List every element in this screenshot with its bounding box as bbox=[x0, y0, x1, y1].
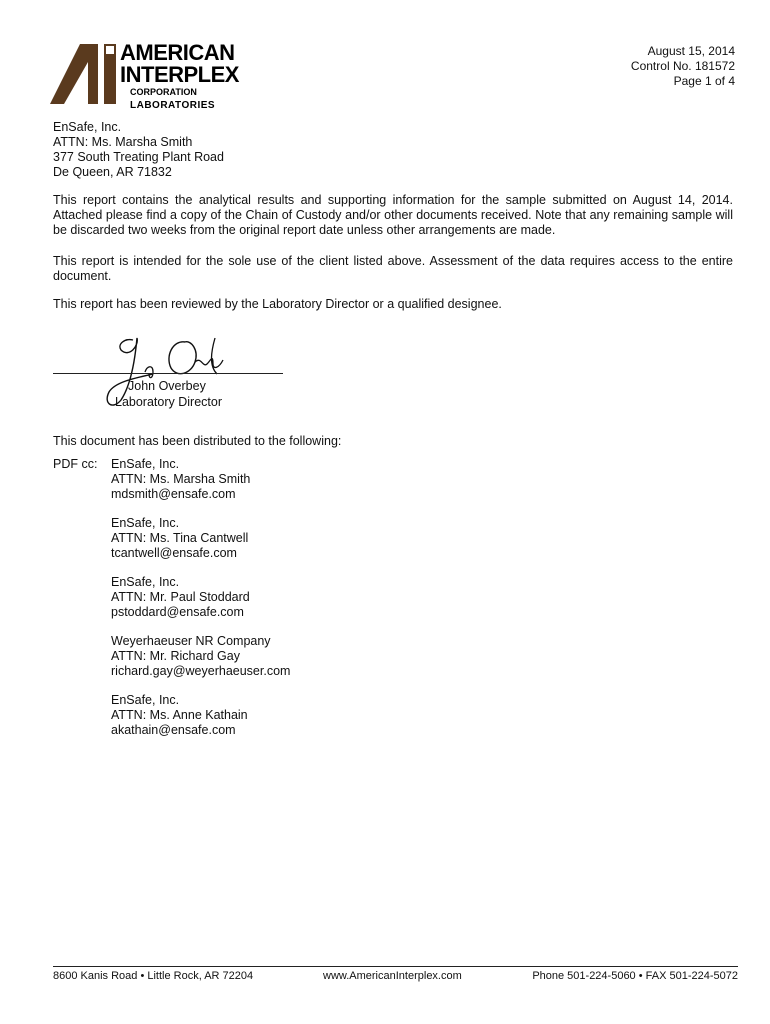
recipient-company: EnSafe, Inc. bbox=[111, 693, 180, 707]
address-attn: ATTN: Ms. Marsha Smith bbox=[53, 135, 193, 149]
logo-text-interplex: INTERPLEX bbox=[120, 62, 239, 87]
recipient-attn: ATTN: Ms. Marsha Smith bbox=[111, 472, 251, 486]
address-city: De Queen, AR 71832 bbox=[53, 165, 172, 179]
address-company: EnSafe, Inc. bbox=[53, 120, 122, 134]
list-item bbox=[111, 575, 290, 620]
logo-text-american: AMERICAN bbox=[120, 40, 235, 65]
pdf-cc-label: PDF cc: bbox=[53, 457, 98, 471]
page-number: Page 1 of 4 bbox=[673, 74, 735, 88]
report-paragraph-2: This report is intended for the sole use of the client listed above. Assessment of the data requires access to the entire document. bbox=[53, 254, 733, 283]
recipient-email: akathain@ensafe.com bbox=[111, 723, 236, 737]
list-item bbox=[111, 457, 290, 502]
recipient-email: richard.gay@weyerhaeuser.com bbox=[111, 664, 291, 678]
report-date: August 15, 2014 bbox=[647, 44, 735, 58]
address-street: 377 South Treating Plant Road bbox=[53, 150, 224, 164]
footer-website: www.AmericanInterplex.com bbox=[323, 970, 462, 982]
recipient-company: EnSafe, Inc. bbox=[111, 575, 180, 589]
recipient-address bbox=[53, 120, 224, 180]
recipient-company: EnSafe, Inc. bbox=[111, 457, 180, 471]
recipient-attn: ATTN: Ms. Tina Cantwell bbox=[111, 531, 249, 545]
list-item bbox=[111, 516, 290, 561]
distribution-list bbox=[111, 457, 290, 752]
ai-logo-mark-icon bbox=[50, 40, 122, 104]
footer-phone: Phone 501-224-5060 • FAX 501-224-5072 bbox=[532, 970, 738, 982]
footer-divider bbox=[53, 966, 738, 967]
recipient-company: Weyerhaeuser NR Company bbox=[111, 634, 271, 648]
recipient-company: EnSafe, Inc. bbox=[111, 516, 180, 530]
signature-line bbox=[53, 373, 283, 374]
control-number: Control No. 181572 bbox=[630, 59, 735, 73]
recipient-attn: ATTN: Mr. Richard Gay bbox=[111, 649, 240, 663]
logo-text-laboratories: LABORATORIES bbox=[130, 100, 216, 111]
report-paragraph-3: This report has been reviewed by the Laboratory Director or a qualified designee. bbox=[53, 297, 502, 311]
footer-address: 8600 Kanis Road • Little Rock, AR 72204 bbox=[53, 970, 254, 982]
recipient-email: mdsmith@ensafe.com bbox=[111, 487, 236, 501]
distribution-intro: This document has been distributed to the following: bbox=[53, 434, 342, 448]
report-paragraph-1: This report contains the analytical results and supporting information for the sample submitted on August 14, 2014. Attached please find a copy of the Chain of Custody and/or other documents received. Note that any remaining sample will be discarded two weeks from the original report date unless other arrangements are made. bbox=[53, 193, 733, 237]
recipient-attn: ATTN: Mr. Paul Stoddard bbox=[111, 590, 250, 604]
company-logo bbox=[50, 40, 250, 114]
signatory-name: John Overbey bbox=[128, 379, 206, 393]
list-item bbox=[111, 634, 290, 679]
report-meta bbox=[631, 44, 735, 89]
list-item bbox=[111, 693, 290, 738]
logo-text-corporation: CORPORATION bbox=[130, 87, 197, 97]
recipient-attn: ATTN: Ms. Anne Kathain bbox=[111, 708, 248, 722]
recipient-email: pstoddard@ensafe.com bbox=[111, 605, 244, 619]
signatory-title: Laboratory Director bbox=[115, 395, 222, 409]
recipient-email: tcantwell@ensafe.com bbox=[111, 546, 237, 560]
